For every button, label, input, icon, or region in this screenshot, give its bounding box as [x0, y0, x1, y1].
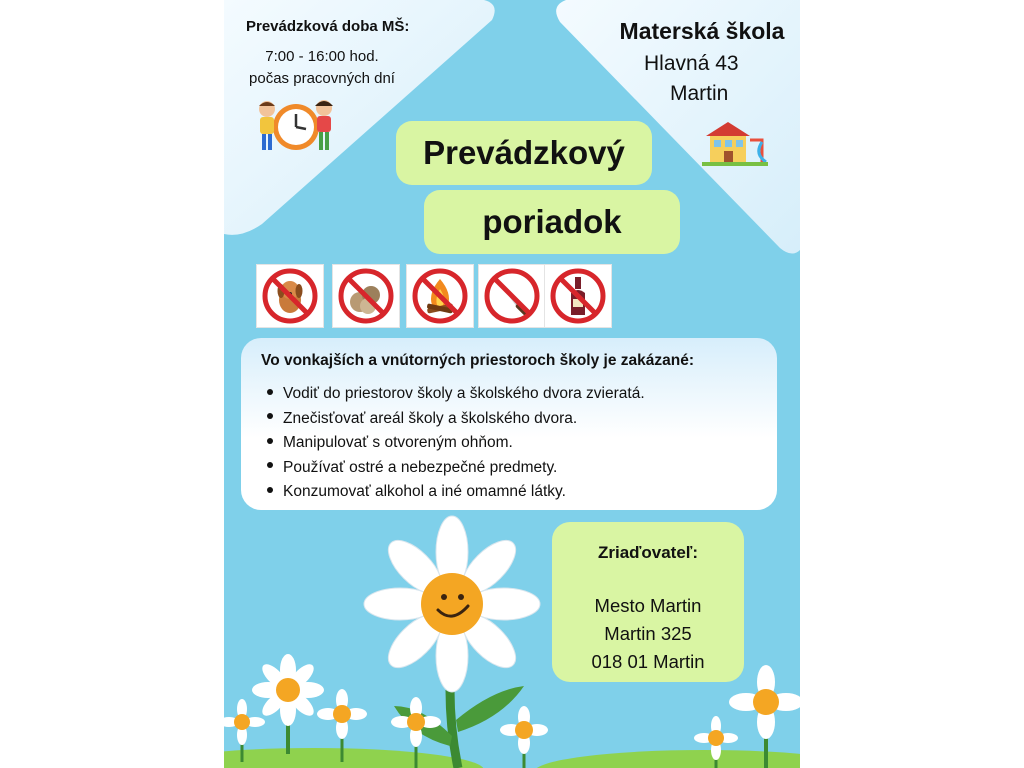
no-animals-sign	[256, 264, 324, 328]
title-line-2: poriadok	[424, 190, 680, 254]
operating-hours-days: počas pracovných dní	[249, 70, 395, 87]
founder-city: 018 01 Martin	[591, 651, 705, 672]
no-alcohol-sign	[544, 264, 612, 328]
small-daisy	[729, 665, 800, 768]
school-city: Martin	[670, 82, 729, 105]
rules-heading: Vo vonkajších a vnútorných priestoroch školy je zakázané:	[261, 352, 694, 369]
dog-icon	[257, 265, 323, 327]
wine-bottle-icon	[545, 265, 611, 327]
small-daisies-left	[224, 650, 369, 768]
rule-item: Znečisťovať areál školy a školského dvora.	[267, 407, 645, 432]
poster	[224, 0, 800, 768]
small-daisy	[252, 654, 324, 754]
rules-panel	[241, 338, 777, 510]
operating-hours-time: 7:00 - 16:00 hod.	[265, 48, 379, 65]
fire-icon	[407, 265, 473, 327]
rule-item: Konzumovať alkohol a iné omamné látky.	[267, 480, 645, 505]
school-street: Hlavná 43	[644, 52, 739, 75]
title-line-1: Prevádzkový	[396, 121, 652, 185]
operating-hours-title: Prevádzková doba MŠ:	[246, 18, 410, 35]
small-daisies-middle	[390, 696, 550, 768]
founder-name: Mesto Martin	[594, 595, 702, 616]
small-daisy	[500, 706, 548, 768]
rules-list	[267, 382, 645, 505]
school-building-icon	[702, 118, 768, 166]
founder-panel	[552, 522, 744, 682]
rule-item: Vodiť do priestorov školy a školského dvora zvieratá.	[267, 382, 645, 407]
small-daisy	[391, 697, 441, 768]
small-daisy	[694, 716, 738, 768]
trash-icon	[333, 265, 399, 327]
founder-title: Zriaďovateľ:	[597, 543, 699, 562]
rule-item: Manipulovať s otvoreným ohňom.	[267, 431, 645, 456]
no-sharp-objects-sign	[478, 264, 546, 328]
small-daisy	[224, 699, 265, 762]
founder-street: Martin 325	[604, 623, 692, 644]
rule-item: Používať ostré a nebezpečné predmety.	[267, 456, 645, 481]
school-name: Materská škola	[619, 18, 785, 44]
no-fire-sign	[406, 264, 474, 328]
kids-clock-icon	[256, 96, 336, 154]
small-daisy	[317, 689, 367, 762]
knife-icon	[479, 265, 545, 327]
no-littering-sign	[332, 264, 400, 328]
